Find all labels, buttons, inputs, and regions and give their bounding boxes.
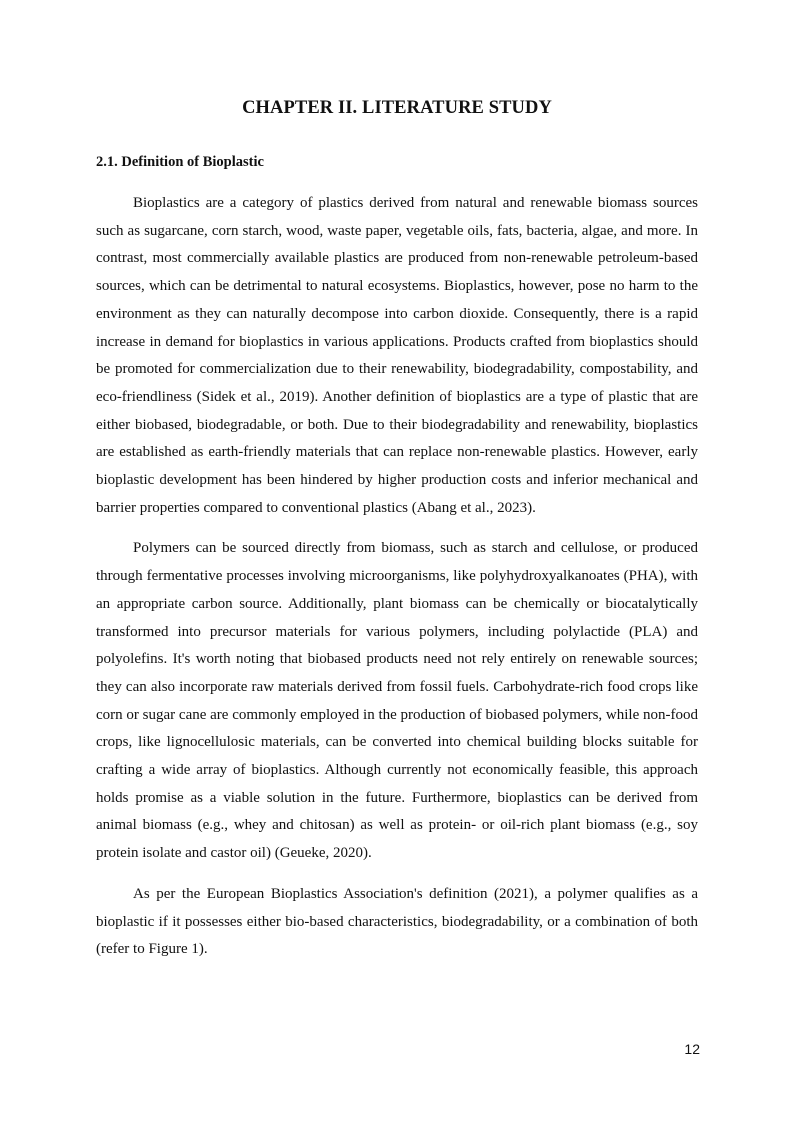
body-paragraph: As per the European Bioplastics Association's definition (2021), a polymer qualifies as a bioplastic if it possesses either bio-based characteristics, biodegradability, or a combination of both (refer to Figure 1). [96, 885, 698, 958]
document-page [96, 96, 698, 964]
section-heading: 2.1. Definition of Bioplastic [96, 154, 264, 170]
body-paragraph: Bioplastics are a category of plastics derived from natural and renewable biomass sources such as sugarcane, corn starch, wood, waste paper, vegetable oils, fats, bacteria, algae, and more. In contrast, most commercially available plastics are produced from non-renewable petroleum-based sources, which can be detrimental to natural ecosystems. Bioplastics, however, pose no harm to the environment as they can naturally decompose into carbon dioxide. Consequently, there is a rapid increase in demand for bioplastics in various applications. Products crafted from bioplastics should be promoted for commercialization due to their renewability, biodegradability, compostability, and eco-friendliness (Sidek et al., 2019). Another definition of bioplastics are a type of plastic that are either biobased, biodegradable, or both. Due to their biodegradability and renewability, bioplastics are established as earth-friendly materials that can replace non-renewable plastics. However, early bioplastic development has been hindered by higher production costs and inferior mechanical and barrier properties compared to conventional plastics (Abang et al., 2023). [96, 195, 698, 516]
chapter-title: CHAPTER II. LITERATURE STUDY [242, 98, 552, 118]
body-paragraph: Polymers can be sourced directly from biomass, such as starch and cellulose, or produced through fermentative processes involving microorganisms, like polyhydroxyalkanoates (PHA), with an appropriate carbon source. Additionally, plant biomass can be chemically or biocatalytically transformed into precursor materials for various polymers, including polylactide (PLA) and polyolefins. It's worth noting that biobased products need not rely entirely on renewable sources; they can also incorporate raw materials derived from fossil fuels. Carbohydrate-rich food crops like corn or sugar cane are commonly employed in the production of biobased polymers, while non-food crops, like lignocellulosic materials, can be converted into chemical building blocks suitable for crafting a wide array of bioplastics. Although currently not economically feasible, this approach holds promise as a viable solution in the future. Furthermore, bioplastics can be derived from animal biomass (e.g., whey and chitosan) as well as protein- or oil-rich plant biomass (e.g., soy protein isolate and castor oil) (Geueke, 2020). [96, 540, 698, 862]
page-number: 12 [684, 1041, 700, 1057]
